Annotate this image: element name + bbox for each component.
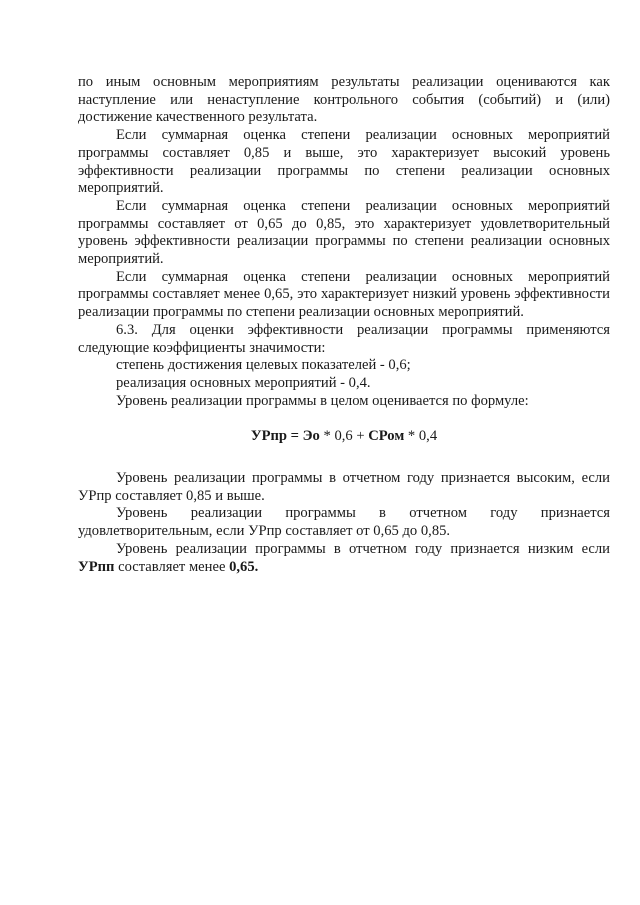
- formula-lhs: УРпр: [250, 428, 288, 445]
- paragraph-high-result: Уровень реализации программы в отчетном году признается высоким, если УРпр составляет 0,85 и выше.: [78, 470, 610, 504]
- paragraph-low-level: Если суммарная оценка степени реализации основных мероприятий программы составляет менее 0,65, это характеризует низкий уровень эффективности реализации программы по степени реализации основных мероприятий.: [78, 268, 610, 321]
- formula-eq: =: [287, 428, 303, 445]
- paragraph-low-result: [78, 541, 610, 576]
- list-item-activities-coefficient: реализация основных мероприятий - 0,4.: [116, 374, 371, 391]
- paragraph-satisfactory-level: Если суммарная оценка степени реализации основных мероприятий программы составляет от 0,65 до 0,85, это характеризует удовлетворительный уровень эффективности реализации программы по степени реализации основных мероприятий.: [78, 197, 610, 268]
- low-result-intro: Уровень реализации программы в отчетном году признается низким если: [116, 540, 610, 557]
- low-result-symbol: УРпп: [78, 558, 115, 575]
- paragraph-high-level: Если суммарная оценка степени реализации основных мероприятий программы составляет 0,85 и выше, это характеризует высокий уровень эффективности реализации программы по степени реализации основных мероприятий.: [78, 127, 610, 197]
- list-item-targets-coefficient: степень достижения целевых показателей - 0,6;: [116, 357, 411, 374]
- paragraph-formula-intro: Уровень реализации программы в целом оценивается по формуле:: [116, 392, 529, 409]
- paragraph-section-6-3: 6.3. Для оценки эффективности реализации программы применяются следующие коэффициенты значимости:: [78, 321, 610, 356]
- document-body: [78, 74, 610, 576]
- low-result-threshold: 0,65.: [229, 558, 259, 575]
- formula-term-srom: СРом: [368, 428, 405, 445]
- formula: [78, 428, 610, 446]
- formula-term-eo: Эо: [302, 428, 320, 445]
- paragraph-continuation: по иным основным мероприятиям результаты реализации оцениваются как наступление или ненаступление контрольного события (событий) и (или) достижение качественного результата.: [78, 74, 610, 126]
- formula-mid: * 0,6 +: [319, 428, 369, 445]
- low-result-middle: составляет менее: [114, 558, 230, 575]
- formula-tail: * 0,4: [404, 428, 438, 445]
- paragraph-satisfactory-result: Уровень реализации программы в отчетном году признается удовлетворительным, если УРпр составляет от 0,65 до 0,85.: [78, 505, 610, 540]
